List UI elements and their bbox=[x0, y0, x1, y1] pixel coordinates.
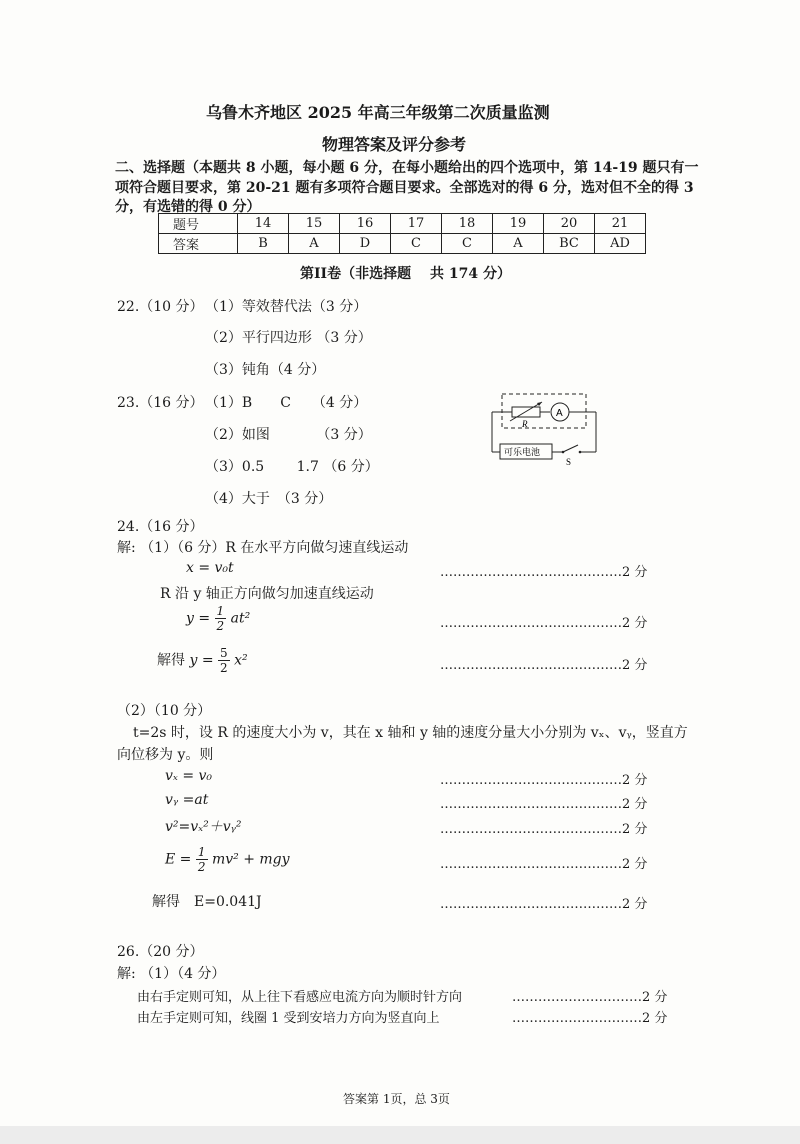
q24-part1-intro: 解: （1）（6 分）R 在水平方向做匀速直线运动 bbox=[117, 540, 409, 556]
score-dots: …………………………2 分 bbox=[512, 1011, 668, 1026]
q26-line2: 由左手定则可知，线圈 1 受到安培力方向为竖直向上 bbox=[137, 1011, 440, 1026]
eq2-numerator: 1 bbox=[216, 604, 225, 618]
eq3-prefix: 解得 bbox=[157, 652, 185, 669]
q26-line1: 由右手定则可知，从上往下看感应电流方向为顺时针方向 bbox=[137, 990, 463, 1005]
switch-label: S bbox=[566, 457, 572, 467]
table-cell: 17 bbox=[391, 214, 442, 234]
q24-eq4: vₓ = v₀ bbox=[165, 768, 213, 784]
score-dots: ……………………………………2 分 bbox=[440, 797, 648, 812]
eq3-numerator: 5 bbox=[220, 646, 228, 660]
score-dots: ……………………………………2 分 bbox=[440, 822, 648, 837]
q24-part2-text1: t=2s 时，设 R 的速度大小为 v，其在 x 轴和 y 轴的速度分量大小分别为 vₓ、vᵧ，竖直方 bbox=[133, 725, 688, 741]
q23-answer-1: （1）B C （4 分） bbox=[205, 395, 368, 411]
eq3-fraction bbox=[218, 646, 230, 675]
switch-symbol bbox=[563, 445, 578, 452]
table-cell: 16 bbox=[340, 214, 391, 234]
table-cell: 20 bbox=[544, 214, 595, 234]
eq3-lhs: y = bbox=[189, 652, 214, 669]
eq2-denominator: 2 bbox=[216, 619, 225, 633]
table-cell: C bbox=[442, 234, 493, 254]
score-dots: ……………………………………2 分 bbox=[440, 658, 648, 673]
eq7-denominator: 2 bbox=[197, 860, 206, 874]
volume2-heading: 第II卷（非选择题 共 174 分） bbox=[300, 266, 511, 282]
table-cell: C bbox=[391, 234, 442, 254]
score-dots: ……………………………………2 分 bbox=[440, 857, 648, 872]
battery-label: 可乐电池 bbox=[504, 448, 541, 458]
table-cell: BC bbox=[544, 234, 595, 254]
table-cell: 15 bbox=[289, 214, 340, 234]
table-row-answers bbox=[159, 234, 646, 254]
eq2-lhs: y = bbox=[186, 610, 211, 627]
table-cell: A bbox=[493, 234, 544, 254]
bottom-edge bbox=[0, 1126, 800, 1144]
eq3-denominator: 2 bbox=[220, 661, 228, 675]
table-cell: 21 bbox=[595, 214, 646, 234]
table-cell: AD bbox=[595, 234, 646, 254]
q24-part2-head: （2）（10 分） bbox=[117, 703, 212, 719]
q24-part2-text2: 向位移为 y。则 bbox=[117, 747, 214, 763]
table-cell: A bbox=[289, 234, 340, 254]
table-cell: 19 bbox=[493, 214, 544, 234]
score-dots: ……………………………………2 分 bbox=[440, 773, 648, 788]
table-cell-header: 题号 bbox=[159, 214, 238, 234]
eq3-rhs: x² bbox=[234, 652, 248, 669]
q26-label: 26.（20 分） bbox=[117, 944, 204, 960]
page-title: 乌鲁木齐地区 2025 年高三年级第二次质量监测 bbox=[206, 103, 550, 122]
answer-table bbox=[158, 213, 646, 254]
eq7-lhs: E = bbox=[165, 851, 192, 868]
q22-answer-2: （2）平行四边形 （3 分） bbox=[205, 330, 372, 346]
table-cell: D bbox=[340, 234, 391, 254]
q26-part1: 解: （1）（4 分） bbox=[117, 966, 226, 982]
section2-heading-line1: 二、选择题（本题共 8 小题，每小题 6 分，在每小题给出的四个选项中，第 14-19 题只有一 bbox=[115, 160, 699, 176]
q23-answer-4: （4）大于 （3 分） bbox=[205, 491, 333, 507]
eq2-rhs: at² bbox=[230, 610, 251, 627]
q24-part1-mid: R 沿 y 轴正方向做匀加速直线运动 bbox=[160, 586, 374, 602]
score-dots: …………………………2 分 bbox=[512, 990, 668, 1005]
q24-eq5: vᵧ =at bbox=[165, 792, 209, 808]
score-dots: ……………………………………2 分 bbox=[440, 616, 648, 631]
section2-heading-line3: 分，有选错的得 0 分） bbox=[115, 199, 261, 215]
q22-answer-3: （3）钝角（4 分） bbox=[205, 362, 326, 378]
q23-label: 23.（16 分） bbox=[117, 395, 204, 411]
q22-answer-1: （1）等效替代法（3 分） bbox=[205, 299, 368, 315]
q24-eq2 bbox=[186, 604, 250, 633]
eq7-fraction bbox=[196, 845, 208, 874]
q23-answer-2: （2）如图 （3 分） bbox=[205, 427, 372, 443]
eq7-rhs: mv² + mgy bbox=[211, 851, 290, 868]
table-cell: B bbox=[238, 234, 289, 254]
page-footer: 答案第 1页，总 3页 bbox=[343, 1092, 450, 1106]
ammeter-label: A bbox=[556, 408, 563, 419]
q24-eq6: v²=vₓ²＋vᵧ² bbox=[165, 819, 242, 835]
resistor-label: R bbox=[522, 419, 528, 429]
q24-eq8: 解得 E=0.041J bbox=[152, 894, 262, 910]
section2-heading-line2: 项符合题目要求，第 20-21 题有多项符合题目要求。全部选对的得 6 分，选对但不全的得 3 bbox=[115, 180, 694, 196]
eq2-fraction bbox=[215, 604, 227, 633]
q24-eq3 bbox=[157, 646, 248, 675]
q24-label: 24.（16 分） bbox=[117, 519, 204, 535]
table-cell-header: 答案 bbox=[159, 234, 238, 254]
table-cell: 14 bbox=[238, 214, 289, 234]
q22-label: 22.（10 分） bbox=[117, 299, 204, 315]
eq7-numerator: 1 bbox=[197, 845, 206, 859]
q23-answer-3: （3）0.5 1.7 （6 分） bbox=[205, 459, 379, 475]
score-dots: ……………………………………2 分 bbox=[440, 565, 648, 580]
page-subtitle: 物理答案及评分参考 bbox=[322, 135, 467, 154]
score-dots: ……………………………………2 分 bbox=[440, 897, 648, 912]
table-cell: 18 bbox=[442, 214, 493, 234]
circuit-diagram bbox=[488, 390, 600, 470]
q24-eq1: x = v₀t bbox=[186, 560, 234, 576]
q24-eq7 bbox=[165, 845, 290, 874]
table-row-numbers bbox=[159, 214, 646, 234]
